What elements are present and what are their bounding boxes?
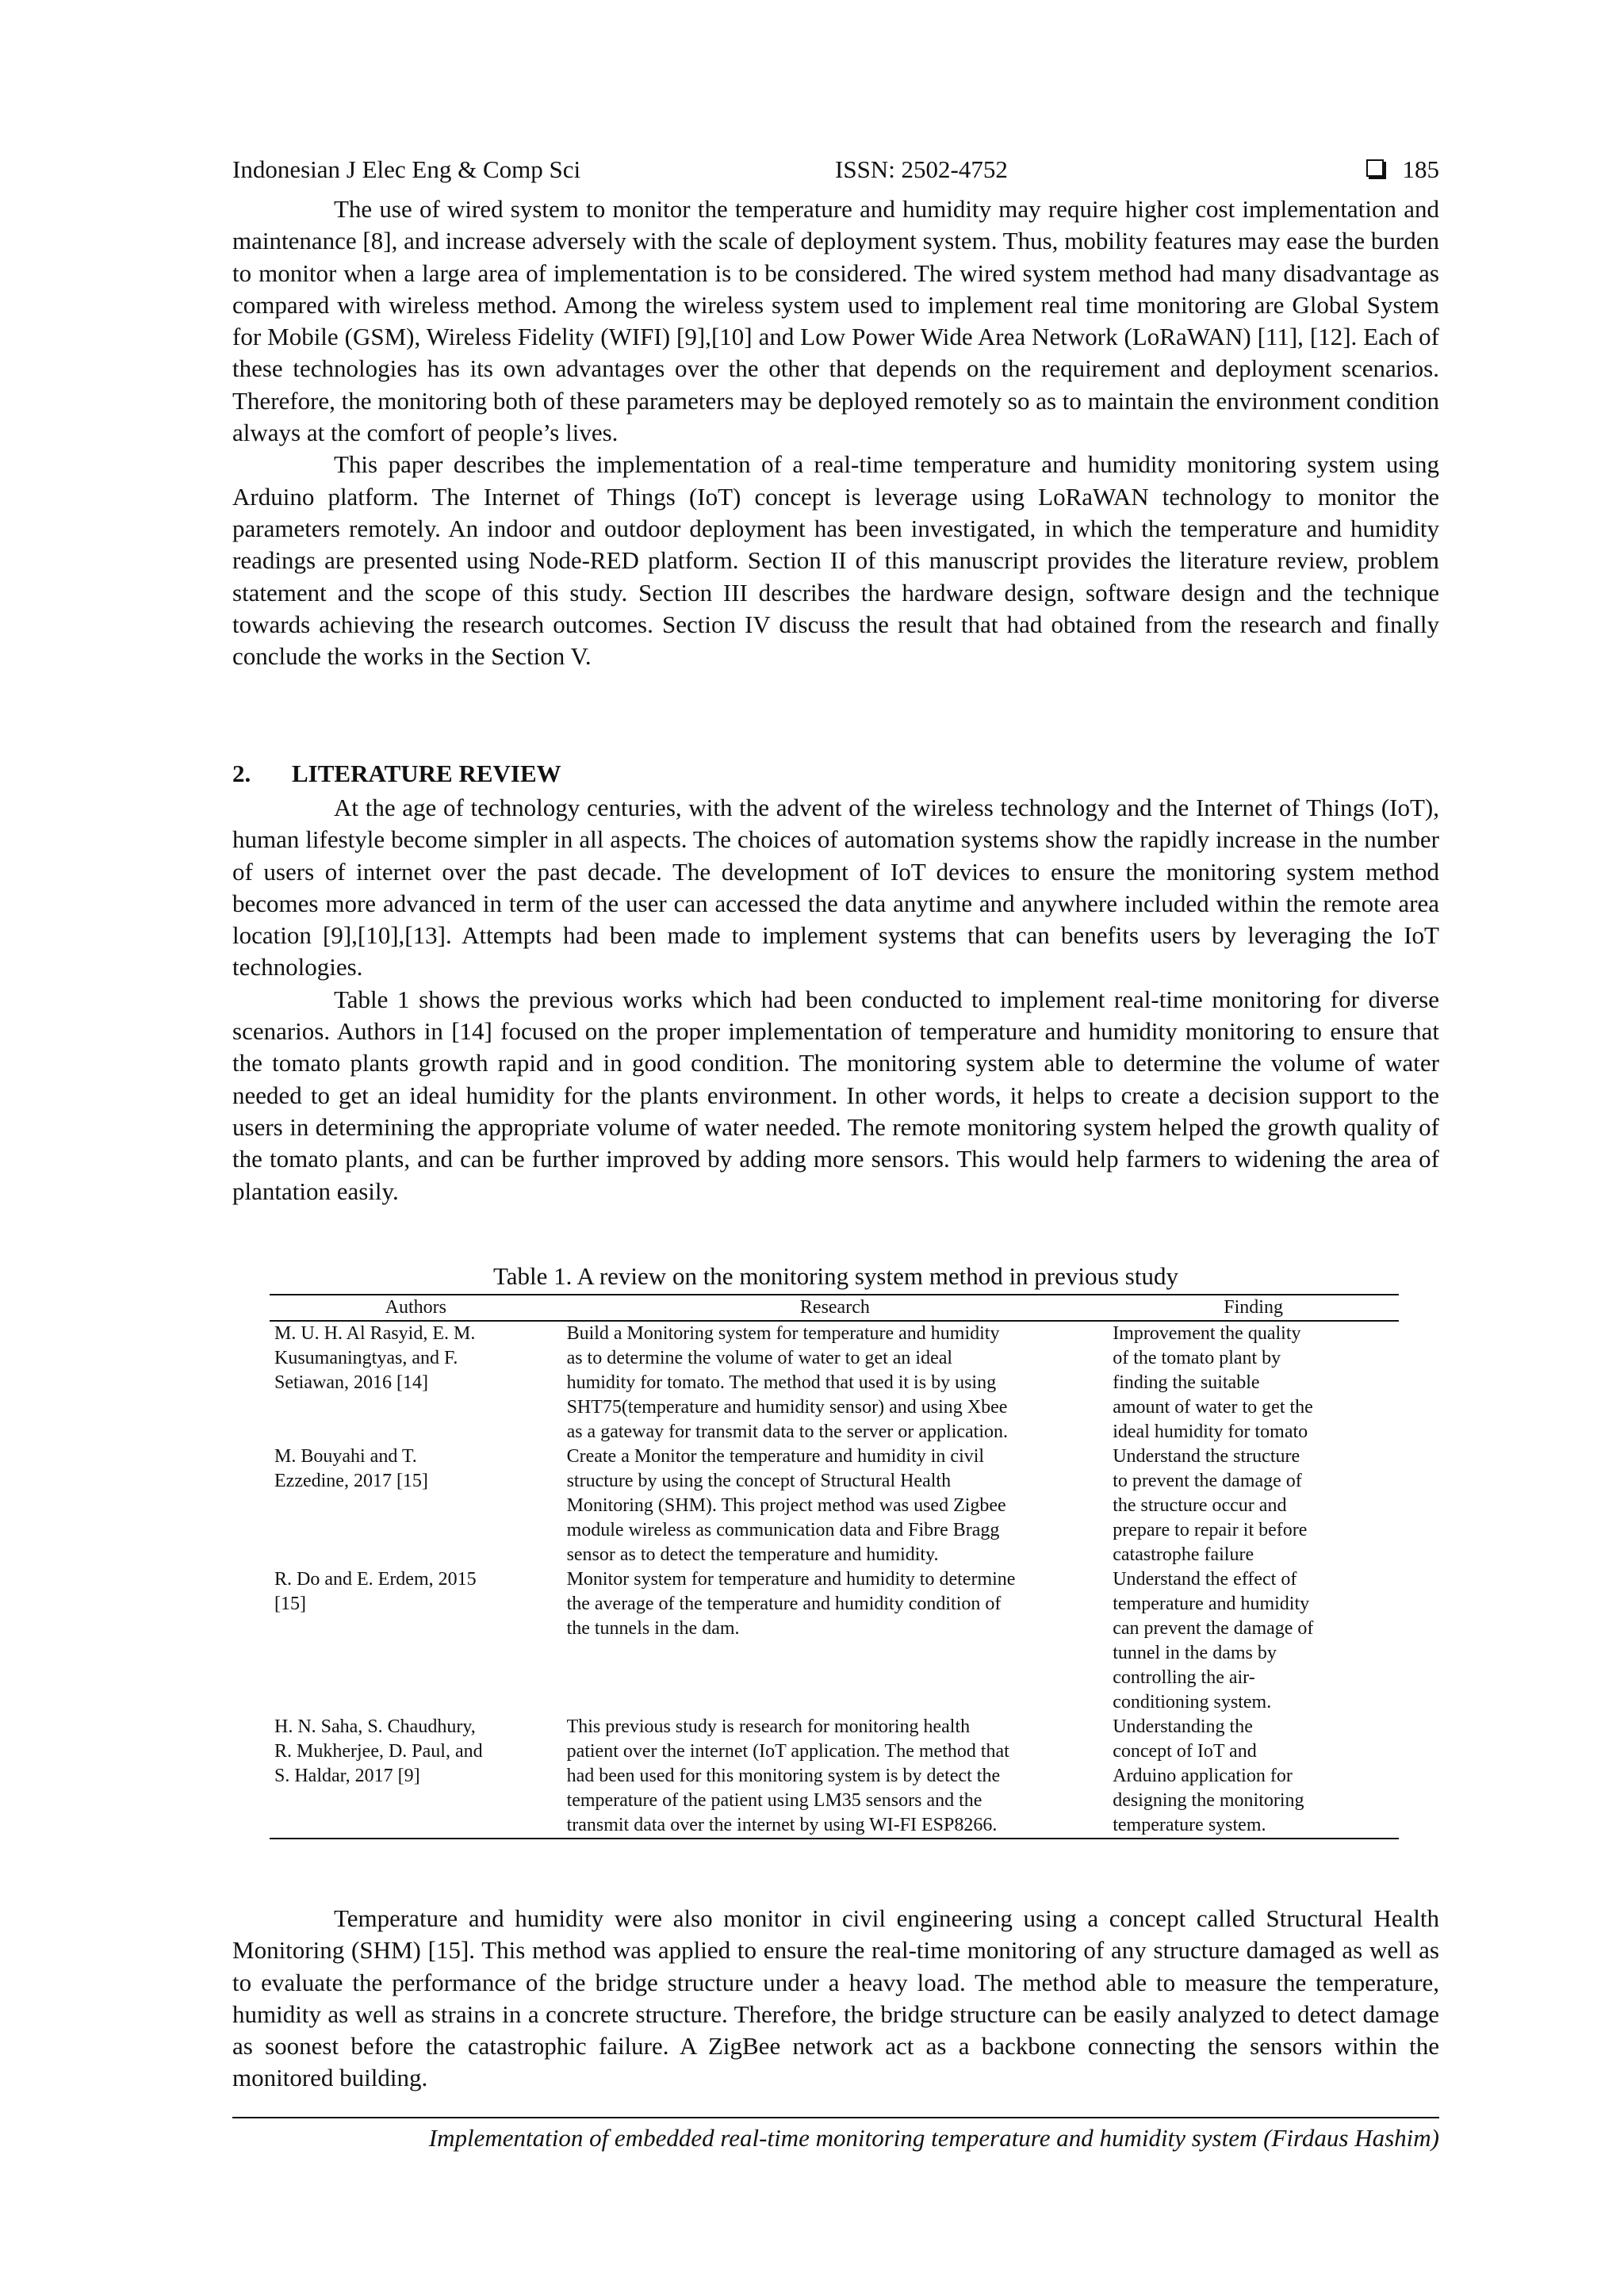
cell-line: the structure occur and bbox=[1113, 1495, 1287, 1516]
cell-line: humidity for tomato. The method that used it is by using bbox=[566, 1372, 997, 1393]
finding-cell bbox=[1108, 1445, 1399, 1567]
finding-cell bbox=[1108, 1567, 1399, 1715]
finding-cell bbox=[1108, 1321, 1399, 1445]
cell-line: transmit data over the internet by using WI-FI ESP8266. bbox=[566, 1815, 998, 1835]
cell-line: Understand the structure bbox=[1113, 1446, 1300, 1467]
cell-line: patient over the internet (IoT application. The method that bbox=[566, 1741, 1009, 1762]
authors-cell bbox=[270, 1567, 562, 1715]
cell-line: temperature and humidity bbox=[1113, 1594, 1310, 1614]
cell-line: This previous study is research for monitoring health bbox=[566, 1716, 971, 1737]
cell-line: SHT75(temperature and humidity sensor) and using Xbee bbox=[566, 1397, 1008, 1418]
cell-line: Create a Monitor the temperature and humidity in civil bbox=[566, 1446, 985, 1467]
research-cell bbox=[562, 1567, 1109, 1715]
cell-line: prepare to repair it before bbox=[1113, 1520, 1308, 1540]
cell-line: of the tomato plant by bbox=[1113, 1348, 1281, 1368]
cell-line: Improvement the quality bbox=[1113, 1323, 1301, 1344]
research-cell bbox=[562, 1445, 1109, 1567]
paragraph: Table 1 shows the previous works which had been conducted to implement real-time monitoring for diverse scenarios. Authors in [14] focused on the proper implementation of temperature and humidity monitoring to ensure that the tomato plants growth rapid and in good condition. The monitoring system able to determine the volume of water needed to get an ideal humidity for the plants environment. In other words, it helps to create a decision support to the users in determining the appropriate volume of water needed. The remote monitoring system helped the growth quality of the tomato plants, and can be further improved by adding more sensors. This would help farmers to widening the area of plantation easily. bbox=[232, 985, 1439, 1205]
cell-line: amount of water to get the bbox=[1113, 1397, 1313, 1418]
cell-line: finding the suitable bbox=[1113, 1372, 1260, 1393]
cell-line: as to determine the volume of water to get an ideal bbox=[566, 1348, 953, 1368]
cell-line: Kusumaningtyas, and F. bbox=[274, 1348, 458, 1368]
intro-text bbox=[232, 193, 1439, 672]
table-body bbox=[270, 1321, 1399, 1839]
paragraph: The use of wired system to monitor the temperature and humidity may require higher cost implementation and maintenance [8], and increase adversely with the scale of deployment system. Thus, mobility features may ease the burden to monitor when a large area of implementation is to be considered. The wired system method had many disadvantage as compared with wireless method. Among the wireless system used to implement real time monitoring are Global System for Mobile (GSM), Wireless Fidelity (WIFI) [9],[10] and Low Power Wide Area Network (LoRaWAN) [11], [12]. Each of these technologies has its own advantages over the other that depends on the requirement and deployment scenarios. Therefore, the monitoring both of these parameters may be deployed remotely so as to maintain the environment condition always at the comfort of people’s lives. bbox=[232, 195, 1439, 447]
section-heading bbox=[232, 758, 561, 790]
cell-line: temperature of the patient using LM35 sensors and the bbox=[566, 1790, 982, 1811]
table-row bbox=[270, 1567, 1399, 1715]
authors-cell bbox=[270, 1715, 562, 1839]
finding-cell bbox=[1108, 1715, 1399, 1839]
cell-line: Ezzedine, 2017 [15] bbox=[274, 1471, 428, 1491]
cell-line: as a gateway for transmit data to the server or application. bbox=[566, 1422, 1009, 1442]
table-header-row bbox=[270, 1295, 1399, 1321]
cell-line: temperature system. bbox=[1113, 1815, 1266, 1835]
issn: ISSN: 2502-4752 bbox=[835, 155, 1008, 183]
paragraph: This paper describes the implementation of a real-time temperature and humidity monitoring system using Arduino platform. The Internet of Things (IoT) concept is leverage using LoRaWAN technology to monitor the parameters remotely. An indoor and outdoor deployment has been investigated, in which the temperature and humidity readings are presented using Node-RED platform. Section II of this manuscript provides the literature review, problem statement and the scope of this study. Section III describes the hardware design, software design and the technique towards achieving the research outcomes. Section IV discuss the result that had obtained from the research and finally conclude the works in the Section V. bbox=[232, 450, 1439, 671]
research-cell bbox=[562, 1715, 1109, 1839]
table-row bbox=[270, 1445, 1399, 1567]
cell-line: S. Haldar, 2017 [9] bbox=[274, 1766, 420, 1786]
cell-line: can prevent the damage of bbox=[1113, 1618, 1314, 1639]
journal-name: Indonesian J Elec Eng & Comp Sci bbox=[232, 155, 581, 183]
cell-line: module wireless as communication data and Fibre Bragg bbox=[566, 1520, 1000, 1540]
cell-line: sensor as to detect the temperature and humidity. bbox=[566, 1544, 939, 1565]
cell-line: Monitoring (SHM). This project method was used Zigbee bbox=[566, 1495, 1006, 1516]
header-authors: Authors bbox=[270, 1295, 562, 1321]
section-number: 2. bbox=[232, 760, 251, 787]
cell-line: Build a Monitoring system for temperature and humidity bbox=[566, 1323, 1000, 1344]
cell-line: Understand the effect of bbox=[1113, 1569, 1297, 1590]
table-row bbox=[270, 1321, 1399, 1445]
square-bullet-icon bbox=[1366, 159, 1384, 177]
after-table-text bbox=[232, 1903, 1439, 2095]
page-number: 185 bbox=[1402, 155, 1439, 183]
cell-line: had been used for this monitoring system is by detect the bbox=[566, 1766, 1001, 1786]
table-row bbox=[270, 1715, 1399, 1839]
cell-line: concept of IoT and bbox=[1113, 1741, 1257, 1762]
cell-line: the average of the temperature and humidity condition of bbox=[566, 1594, 1002, 1614]
cell-line: structure by using the concept of Structural Health bbox=[566, 1471, 952, 1491]
cell-line: Setiawan, 2016 [14] bbox=[274, 1372, 428, 1393]
authors-cell bbox=[270, 1321, 562, 1445]
cell-line: [15] bbox=[274, 1594, 306, 1614]
review-table bbox=[270, 1294, 1399, 1839]
cell-line: Monitor system for temperature and humidity to determine bbox=[566, 1569, 1016, 1590]
running-header bbox=[232, 152, 1439, 187]
cell-line: R. Do and E. Erdem, 2015 bbox=[274, 1569, 477, 1590]
cell-line: M. Bouyahi and T. bbox=[274, 1446, 417, 1467]
cell-line: catastrophe failure bbox=[1113, 1544, 1254, 1565]
cell-line: the tunnels in the dam. bbox=[566, 1618, 740, 1639]
section-title: LITERATURE REVIEW bbox=[292, 760, 561, 787]
cell-line: ideal humidity for tomato bbox=[1113, 1422, 1308, 1442]
footer-rule bbox=[232, 2117, 1439, 2118]
paragraph: At the age of technology centuries, with the advent of the wireless technology and the Internet of Things (IoT), human lifestyle become simpler in all aspects. The choices of automation systems show the rapidly increase in the number of users of internet over the past decade. The development of IoT devices to ensure the monitoring system method becomes more advanced in term of the user can accessed the data anytime and anywhere included within the remote area location [9],[10],[13]. Attempts had been made to implement systems that can benefits users by leveraging the IoT technologies. bbox=[232, 794, 1439, 982]
cell-line: to prevent the damage of bbox=[1113, 1471, 1302, 1491]
cell-line: tunnel in the dams by bbox=[1113, 1643, 1277, 1663]
cell-line: conditioning system. bbox=[1113, 1692, 1272, 1712]
cell-line: controlling the air- bbox=[1113, 1667, 1255, 1688]
paragraph: Temperature and humidity were also monitor in civil engineering using a concept called Structural Health Monitoring (SHM) [15]. This method was applied to ensure the real-time monitoring of any structure damaged as well as to evaluate the performance of the bridge structure under a heavy load. The method able to measure the temperature, humidity as well as strains in a concrete structure. Therefore, the bridge structure can be easily analyzed to detect damage as soonest before the catastrophic failure. A ZigBee network act as a backbone connecting the sensors within the monitored building. bbox=[232, 1904, 1439, 2092]
header-research: Research bbox=[562, 1295, 1109, 1321]
cell-line: Arduino application for bbox=[1113, 1766, 1293, 1786]
research-cell bbox=[562, 1321, 1109, 1445]
cell-line: M. U. H. Al Rasyid, E. M. bbox=[274, 1323, 476, 1344]
cell-line: R. Mukherjee, D. Paul, and bbox=[274, 1741, 483, 1762]
authors-cell bbox=[270, 1445, 562, 1567]
review-text bbox=[232, 792, 1439, 1207]
cell-line: designing the monitoring bbox=[1113, 1790, 1304, 1811]
cell-line: H. N. Saha, S. Chaudhury, bbox=[274, 1716, 476, 1737]
running-footer: Implementation of embedded real-time monitoring temperature and humidity system (Firdaus Hashim) bbox=[428, 2124, 1439, 2152]
table-caption: Table 1. A review on the monitoring system method in previous study bbox=[492, 1262, 1178, 1290]
header-finding: Finding bbox=[1108, 1295, 1399, 1321]
cell-line: Understanding the bbox=[1113, 1716, 1253, 1737]
